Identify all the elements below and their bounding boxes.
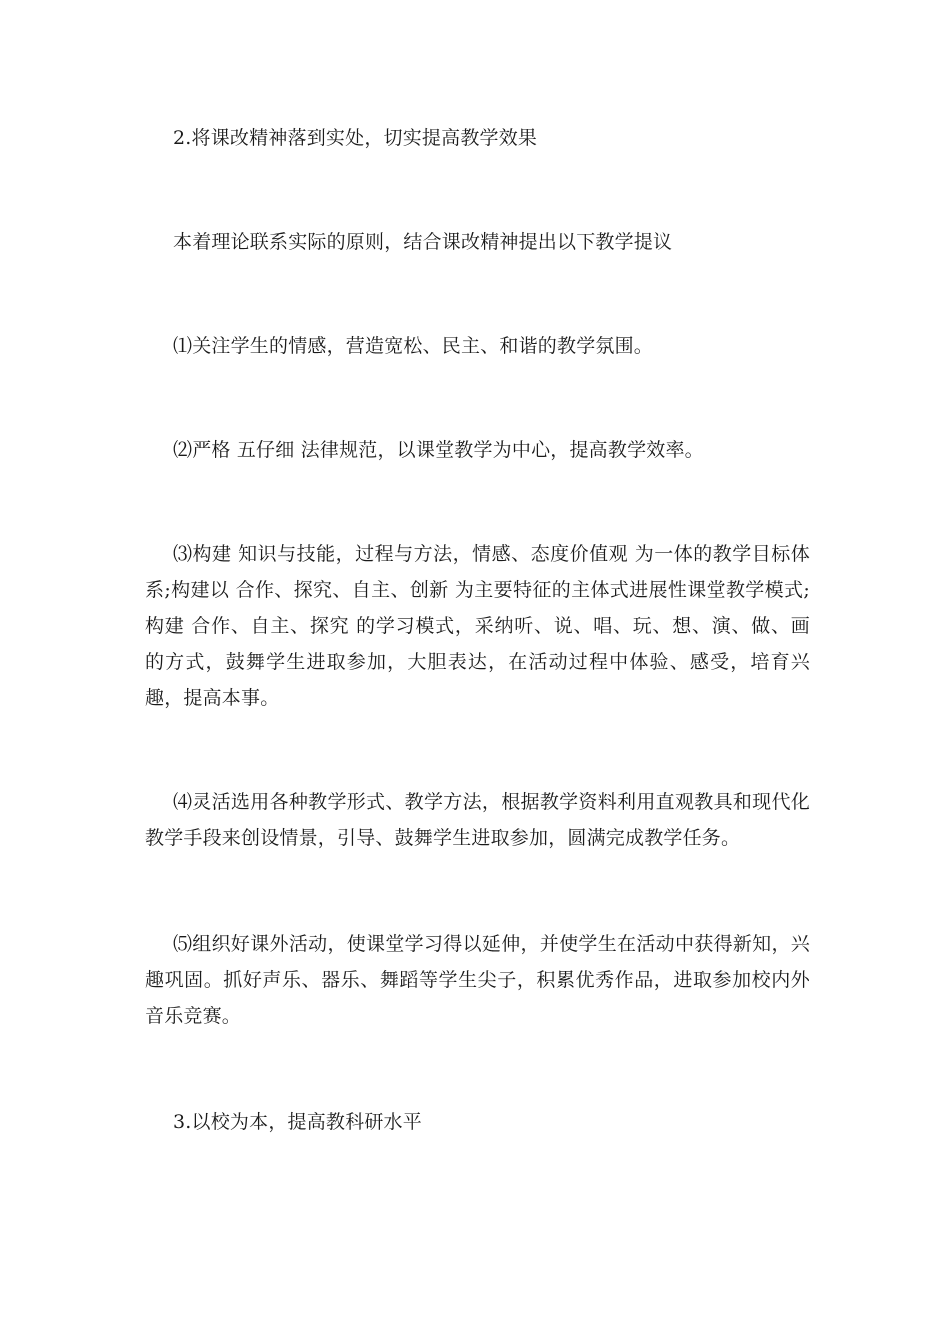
suggestion-item-5: ⑸组织好课外活动，使课堂学习得以延伸，并使学生在活动中获得新知，兴趣巩固。抓好声乐、器乐、舞蹈等学生尖子，积累优秀作品，进取参加校内外音乐竞赛。	[145, 933, 810, 1027]
suggestion-item-2: ⑵严格 五仔细 法律规范，以课堂教学为中心，提高教学效率。	[173, 439, 704, 461]
suggestion-item-1: ⑴关注学生的情感，营造宽松、民主、和谐的教学氛围。	[173, 335, 654, 357]
section-heading-2: 2.将课改精神落到实处，切实提高教学效果	[173, 127, 538, 149]
suggestion-item-3: ⑶构建 知识与技能，过程与方法，情感、态度价值观 为一体的教学目标体系;构建以 合作、探究、自主、创新 为主要特征的主体式进展性课堂教学模式;构建 合作、自主、探究 的学习模式，采纳听、说、唱、玩、想、演、做、画的方式，鼓舞学生进取参加，大胆表达，在活动过程中体验、感受，培育兴趣，提高本事。	[145, 543, 810, 709]
section-heading-3: 3.以校为本，提高教科研水平	[173, 1111, 422, 1133]
intro-paragraph: 本着理论联系实际的原则，结合课改精神提出以下教学提议	[173, 231, 673, 253]
suggestion-item-4: ⑷灵活选用各种教学形式、教学方法，根据教学资料利用直观教具和现代化教学手段来创设情景，引导、鼓舞学生进取参加，圆满完成教学任务。	[145, 791, 810, 849]
